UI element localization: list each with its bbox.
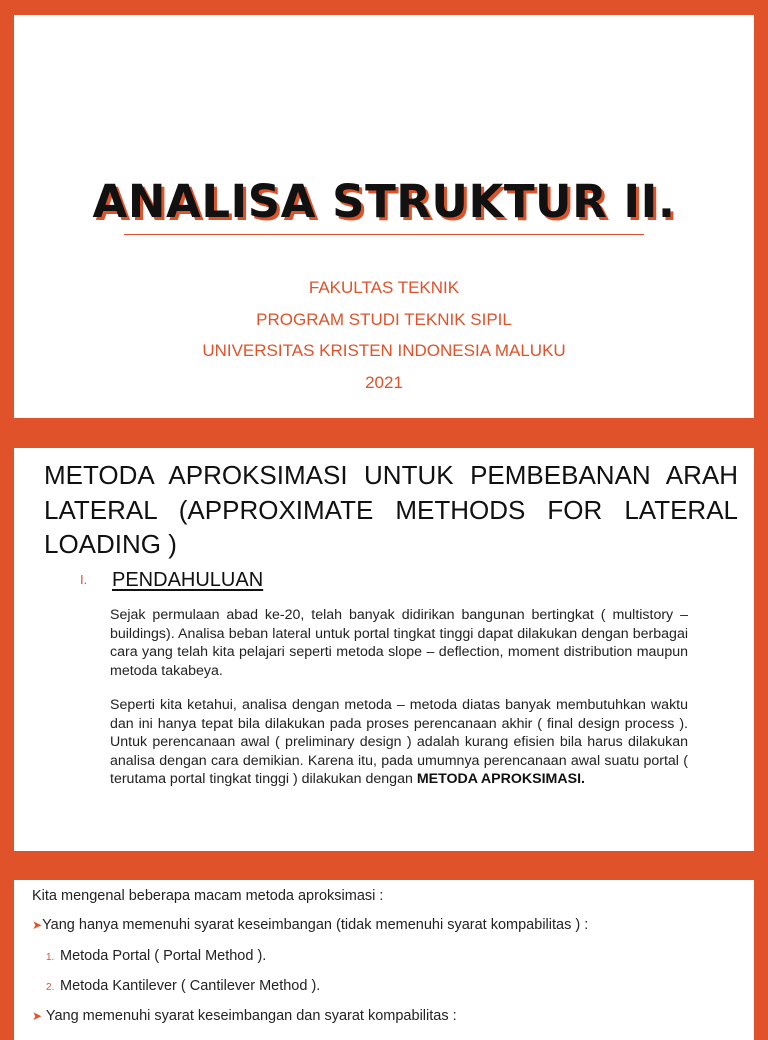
arrow-bullet-icon: ➤ [32,918,43,932]
introduction-slide [14,448,754,851]
title-divider [124,234,644,235]
section-number: I. [80,572,88,587]
list-item [46,978,320,994]
title-slide [14,15,754,418]
list-item-text: Metoda Portal ( Portal Method ). [60,948,267,964]
subtitle-line-program: PROGRAM STUDI TEKNIK SIPIL [256,309,512,329]
paragraph-1: Sejak permulaan abad ke-20, telah banyak didirikan bangunan bertingkat ( multistory – buildings). Analisa beban lateral untuk portal tingkat tinggi dapat dilakukan dengan berbagai cara yang telah kita pelajari seperti metoda slope – deflection, moment distribution maupun metoda takabeya. [110,607,688,679]
paragraph-2-text: Seperti kita ketahui, analisa dengan metoda – metoda diatas banyak membutuhkan waktu dan ini hanya tepat bila dilakukan pada proses perencanaan akhir ( final design process ). Untuk perencanaan awal ( preliminary design ) adalah kurang efisien bila harus dilakukan analisa dengan cara demikian. Karena itu, pada umumnya perencanaan awal suatu portal ( terutama portal tingkat tinggi ) dilakukan dengan [110,697,688,788]
paragraph-2-bold: METODA APROKSIMASI. [416,771,585,788]
arrow-bullet-icon: ➤ [32,1009,43,1023]
methods-slide [14,880,754,1040]
paragraph-2 [110,696,688,789]
section-heading [80,569,263,592]
slide-heading: METODA APROKSIMASI UNTUK PEMBEBANAN ARAH LATERAL (APPROXIMATE METHODS FOR LATERAL LOADING ) [44,460,738,559]
bullet-text: Yang hanya memenuhi syarat keseimbangan (tidak memenuhi syarat kompabilitas ) : [42,917,589,933]
bullet-text: Yang memenuhi syarat keseimbangan dan syarat kompabilitas : [45,1008,457,1024]
subtitle-line-university: UNIVERSITAS KRISTEN INDONESIA MALUKU [202,341,566,360]
subtitle-line-faculty: FAKULTAS TEKNIK [308,278,460,297]
list-item [46,948,266,964]
slide-subtitle [14,272,754,398]
bullet-equilibrium-compatibility [32,1008,457,1024]
subtitle-line-year: 2021 [365,372,403,392]
list-item-number: 2. [46,982,55,993]
list-item-number: 1. [46,952,55,963]
bullet-equilibrium-only [32,917,588,933]
section-title: PENDAHULUAN [112,569,264,591]
list-item-text: Metoda Kantilever ( Cantilever Method ). [60,978,321,994]
slide-title: ANALISA STRUKTUR II. [92,175,676,228]
intro-line: Kita mengenal beberapa macam metoda aproksimasi : [32,888,384,904]
